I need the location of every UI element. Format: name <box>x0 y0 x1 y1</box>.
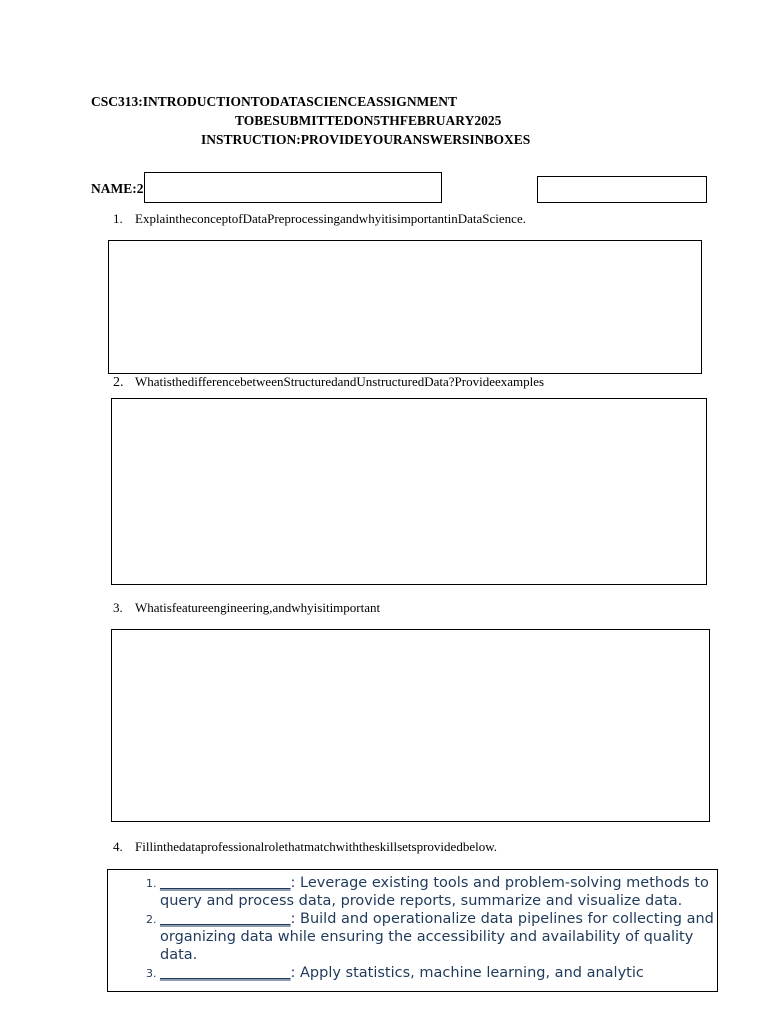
role-description: : Build and operationalize data pipelines for collecting and organizing data while ensuring the accessibility and availability of quality data. <box>160 911 714 963</box>
role-blank[interactable]: __________________ <box>160 965 291 981</box>
roles-fill-box <box>107 869 718 992</box>
question-2 <box>113 374 544 391</box>
role-blank[interactable]: __________________ <box>160 875 291 891</box>
role-description: : Leverage existing tools and problem-solving methods to query and process data, provide reports, summarize and visualize data. <box>160 875 709 909</box>
question-number: 3. <box>113 600 123 615</box>
roles-list <box>108 874 717 982</box>
question-3 <box>113 600 380 616</box>
name-input-box[interactable] <box>144 172 442 203</box>
assignment-title: CSC313:INTRODUCTIONTODATASCIENCEASSIGNMENT <box>91 94 458 109</box>
role-item <box>160 964 717 982</box>
answer-box-1[interactable] <box>108 240 702 374</box>
question-1 <box>113 211 526 227</box>
question-text: ExplaintheconceptofDataPreprocessingandwhyitisimportantinDataScience. <box>135 211 526 226</box>
role-item <box>160 910 717 964</box>
role-item <box>160 874 717 910</box>
role-description: : Apply statistics, machine learning, and analytic <box>290 965 644 981</box>
question-text: Fillinthedataprofessionalrolethatmatchwiththeskillsetsprovidedbelow. <box>135 839 497 854</box>
id-input-box[interactable] <box>537 176 707 203</box>
question-4 <box>113 839 497 855</box>
question-number: 1. <box>113 211 123 226</box>
instruction-line: INSTRUCTION:PROVIDEYOURANSWERSINBOXES <box>201 132 531 147</box>
question-number: 2. <box>113 375 124 390</box>
question-number: 4. <box>113 839 123 854</box>
answer-box-2[interactable] <box>111 398 707 585</box>
answer-box-3[interactable] <box>111 629 710 822</box>
name-label: NAME:2 <box>91 181 144 196</box>
submission-date: TOBESUBMITTEDON5THFEBRUARY2025 <box>235 113 502 128</box>
question-text: Whatisfeatureengineering,andwhyisitimportant <box>135 600 381 615</box>
question-text: WhatisthedifferencebetweenStructuredandUnstructuredData?Provideexamples <box>135 374 545 389</box>
role-blank[interactable]: __________________ <box>160 911 291 927</box>
